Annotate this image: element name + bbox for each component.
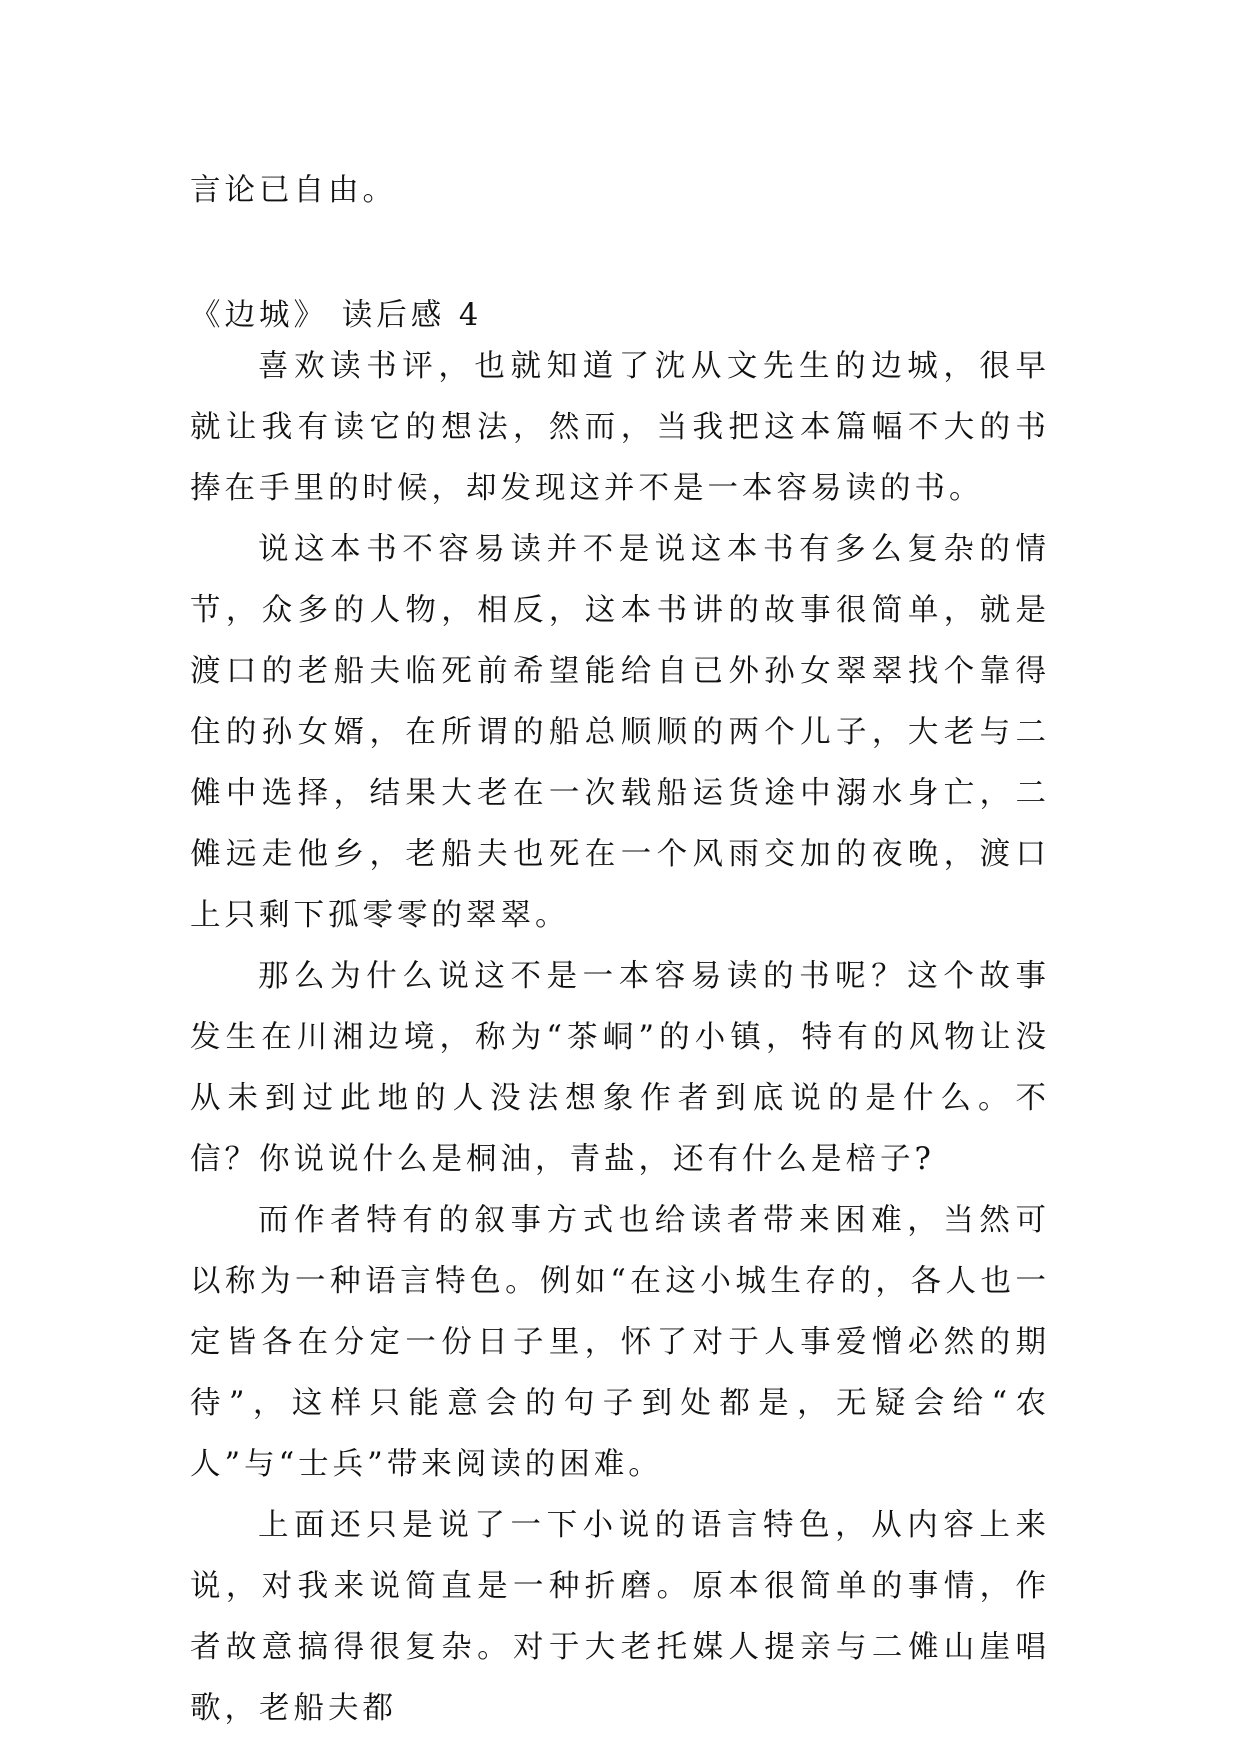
paragraph: 而作者特有的叙事方式也给读者带来困难，当然可以称为一种语言特色。例如“在这小城生存的，各人也一定皆各在分定一份日子里，怀了对于人事爱憎必然的期待”，这样只能意会的句子到处都是，无疑会给“农人”与“士兵”带来阅读的困难。 [190,1203,1050,1482]
essay-heading: 《边城》 读后感 4 [190,298,483,333]
continuation-line: 言论已自由。 [190,173,397,208]
essay-body [190,336,1050,1739]
paragraph: 上面还只是说了一下小说的语言特色，从内容上来说，对我来说简直是一种折磨。原本很简单的事情，作者故意搞得很复杂。对于大老托媒人提亲与二傩山崖唱歌，老船夫都 [190,1508,1050,1726]
paragraph: 那么为什么说这不是一本容易读的书呢？这个故事发生在川湘边境，称为“茶峒”的小镇，特有的风物让没从未到过此地的人没法想象作者到底说的是什么。不信？你说说什么是桐油，青盐，还有什么是棓子? [190,959,1050,1177]
paragraph: 说这本书不容易读并不是说这本书有多么复杂的情节，众多的人物，相反，这本书讲的故事很简单，就是渡口的老船夫临死前希望能给自已外孙女翠翠找个靠得住的孙女婿，在所谓的船总顺顺的两个儿子，大老与二傩中选择，结果大老在一次载船运货途中溺水身亡，二傩远走他乡，老船夫也死在一个风雨交加的夜晚，渡口上只剩下孤零零的翠翠。 [190,532,1050,933]
paragraph: 喜欢读书评，也就知道了沈从文先生的边城，很早就让我有读它的想法，然而，当我把这本篇幅不大的书捧在手里的时候，却发现这并不是一本容易读的书。 [190,349,1050,506]
